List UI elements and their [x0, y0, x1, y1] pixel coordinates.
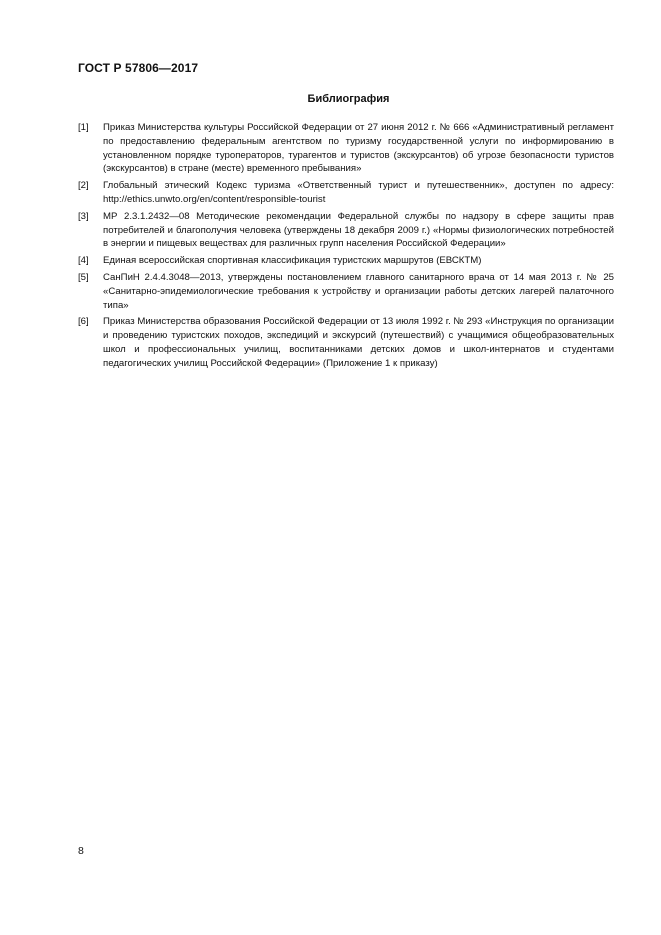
entry-text: СанПиН 2.4.4.3048—2013, утверждены постановлением главного санитарного врача от 14 мая 2013 г. № 25 «Санитарно-эпидемиологические требования к устройству и организации работы детских лагерей палаточного типа»: [103, 271, 614, 311]
bibliography-entry-1: [78, 121, 614, 176]
entry-text: Приказ Министерства культуры Российской Федерации от 27 июня 2012 г. № 666 «Административный регламент по предоставлению федеральным агентством по туризму государственной услуги по информированию в установленном порядке туроператоров, турагентов и туристов (экскурсантов) об угрозе безопасности туристов (экскурсантов) в стране (месте) временного пребывания»: [103, 122, 614, 175]
bibliography-entry-5: [78, 271, 614, 312]
entry-text: Приказ Министерства образования Российской Федерации от 13 июля 1992 г. № 293 «Инструкция по организации и проведению туристских походов, экспедиций и экскурсий (путешествий) с учащимися общеобразовательных школ и профессиональных училищ, воспитанниками детских домов и школ-интернатов и студентами педагогических училищ Российской Федерации» (Приложение 1 к приказу): [103, 316, 614, 369]
bibliography-entry-3: [78, 210, 614, 251]
bibliography-list: [78, 121, 614, 374]
bibliography-entry-4: [78, 254, 614, 268]
entry-text: МР 2.3.1.2432—08 Методические рекомендации Федеральной службы по надзору в сфере защиты прав потребителей и благополучия человека (утверждены 18 декабря 2009 г.) «Нормы физиологических потребностей в энергии и пищевых веществах для различных групп населения Российской Федерации»: [103, 210, 614, 250]
page-number: 8: [78, 845, 84, 857]
entry-text: Глобальный этический Кодекс туризма «Ответственный турист и путешественник», доступен по адресу: http://ethics.unwto.org/en/content/responsible-tourist: [103, 180, 614, 205]
entry-number: [3]: [78, 210, 89, 222]
entry-number: [2]: [78, 180, 89, 192]
document-code: ГОСТ Р 57806—2017: [78, 61, 199, 75]
entry-number: [1]: [78, 122, 89, 133]
entry-number: [5]: [78, 271, 89, 283]
bibliography-entry-6: [78, 315, 614, 370]
entry-number: [6]: [78, 316, 89, 328]
bibliography-entry-2: [78, 179, 614, 207]
entry-number: [4]: [78, 255, 89, 267]
entry-text: Единая всероссийская спортивная классификация туристских маршрутов (ЕВСКТМ): [103, 255, 482, 267]
bibliography-title: Библиография: [307, 93, 390, 105]
